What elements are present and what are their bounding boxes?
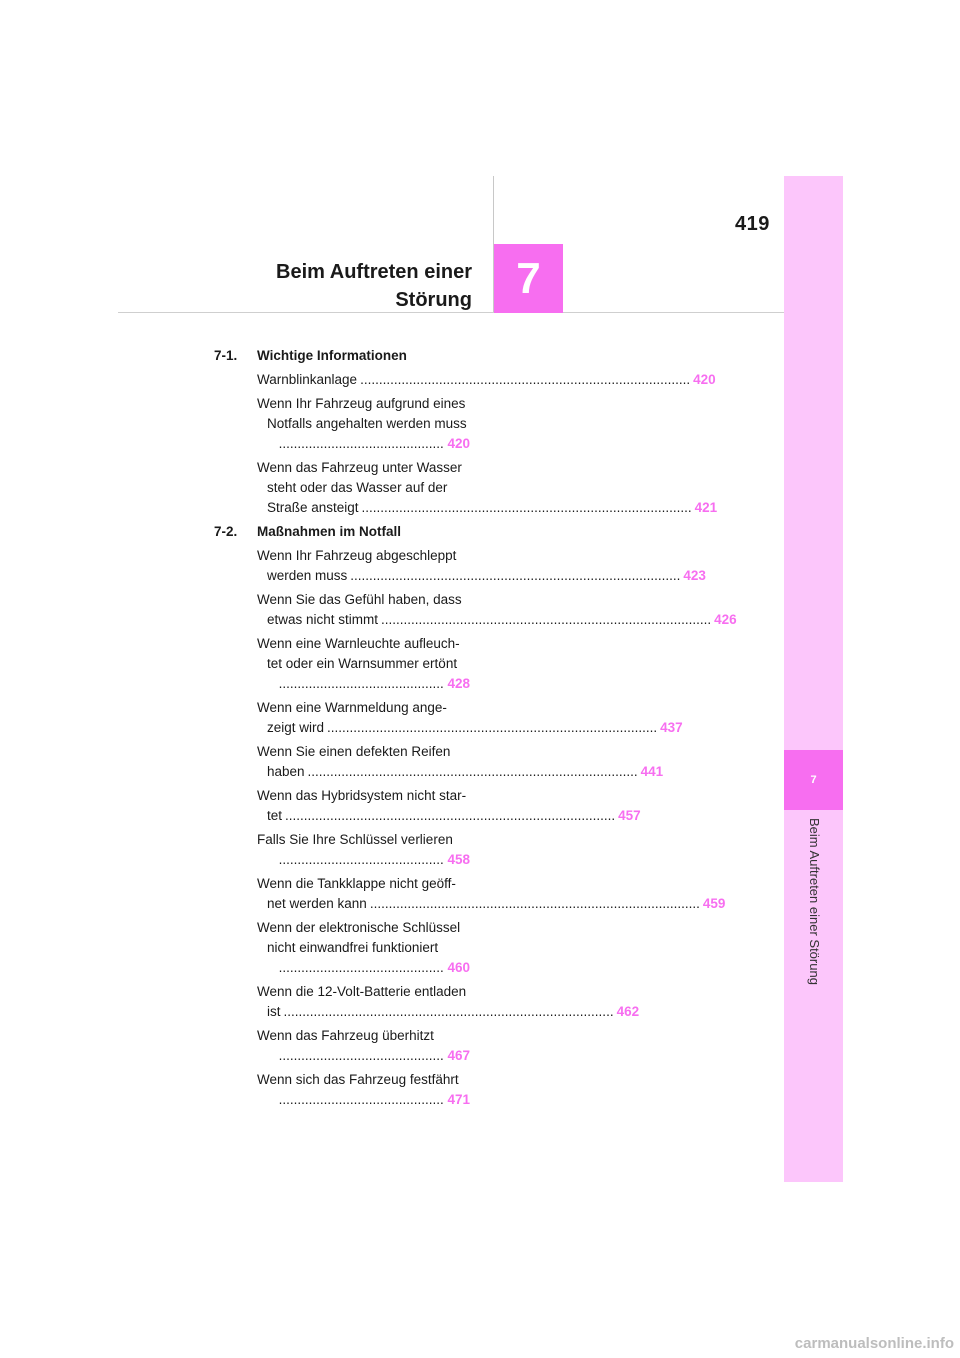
toc-entry-line: Wenn das Fahrzeug unter Wasser [257, 460, 462, 475]
toc-page-number[interactable]: 460 [447, 960, 470, 975]
toc-entry-line: nicht einwandfrei funktioniert [267, 940, 439, 955]
toc-entry-line: Falls Sie Ihre Schlüssel verlieren [257, 832, 453, 847]
watermark: carmanualsonline.info [794, 1335, 954, 1352]
toc-entry[interactable] [257, 590, 737, 630]
toc-entry[interactable] [257, 830, 470, 870]
toc-entry[interactable] [257, 394, 470, 454]
toc-entry[interactable] [257, 546, 706, 586]
toc-leader-line: ............................................ 458 [278, 852, 470, 867]
toc-leader-line: ............................................ 428 [278, 676, 470, 691]
toc-entry[interactable] [257, 634, 470, 694]
toc-entry-line: Wenn das Hybridsystem nicht star- [257, 788, 467, 803]
section-title: Maßnahmen im Notfall [257, 524, 402, 539]
toc-entry[interactable] [257, 918, 470, 978]
toc-entry-line: Wenn Sie einen defekten Reifen [257, 744, 451, 759]
toc-entry-line: Wenn die Tankklappe nicht geöff- [257, 876, 456, 891]
toc-page-number[interactable]: 437 [660, 720, 683, 735]
toc-leader-line: ............................................ 460 [278, 960, 470, 975]
toc-page-number[interactable]: 467 [447, 1048, 470, 1063]
toc-entry-line: Wenn die 12-Volt-Batterie entladen [257, 984, 467, 999]
chapter-number-badge: 7 [494, 244, 563, 313]
toc-entry-line: ist ........................................................................................ 462 [257, 1002, 470, 1022]
section-heading [214, 346, 470, 366]
side-thumb-tab [784, 176, 843, 1182]
toc-entry[interactable] [257, 458, 718, 518]
toc-entry[interactable] [257, 742, 664, 782]
toc-entry[interactable] [257, 1026, 470, 1066]
toc-entry[interactable] [257, 370, 716, 390]
toc-entry[interactable] [257, 698, 683, 738]
section-title: Wichtige Informationen [257, 348, 407, 363]
toc-page-number[interactable]: 457 [618, 808, 641, 823]
toc-page-number[interactable]: 426 [714, 612, 737, 627]
toc-entry-line: Wenn das Fahrzeug überhitzt [257, 1028, 434, 1043]
toc-entry-line: Wenn sich das Fahrzeug festfährt [257, 1072, 459, 1087]
toc-page-number[interactable]: 441 [640, 764, 664, 779]
page-number: 419 [735, 213, 770, 235]
toc-page-number[interactable]: 423 [683, 568, 706, 583]
table-of-contents [214, 346, 737, 1114]
toc-page-number[interactable]: 458 [447, 852, 470, 867]
toc-entry-line: Wenn eine Warnleuchte aufleuch- [257, 636, 460, 651]
toc-page-number[interactable]: 420 [693, 372, 716, 387]
side-tab-label: Beim Auftreten einer Störung [807, 818, 822, 985]
toc-entry-line: Wenn Ihr Fahrzeug aufgrund eines [257, 396, 466, 411]
toc-entry[interactable] [257, 786, 641, 826]
toc-entry-line: haben ........................................................................................ 441 [257, 762, 470, 782]
toc-entry-line: etwas nicht stimmt ........................................................................................ 426 [257, 610, 470, 630]
section-heading [214, 522, 470, 542]
toc-page-number[interactable]: 420 [447, 436, 470, 451]
toc-page-number[interactable]: 471 [447, 1092, 470, 1107]
toc-entry-line: net werden kann ........................................................................................ 459 [257, 894, 470, 914]
chapter-title-line2: Störung [395, 289, 472, 311]
toc-page-number[interactable]: 428 [447, 676, 470, 691]
toc-page-number[interactable]: 459 [702, 896, 726, 911]
section-number: 7-1. [214, 348, 238, 363]
toc-entry-line: werden muss ........................................................................................ 423 [257, 566, 470, 586]
toc-leader-line: ............................................ 467 [278, 1048, 470, 1063]
toc-leader-line: ............................................ 420 [278, 436, 470, 451]
toc-entry[interactable] [257, 1070, 470, 1110]
section-number: 7-2. [214, 524, 238, 539]
toc-entry-line: Straße ansteigt ........................................................................................ 421 [257, 498, 470, 518]
toc-entry-line: Wenn Sie das Gefühl haben, dass [257, 592, 462, 607]
toc-page-number[interactable]: 421 [694, 500, 718, 515]
toc-entry-line: Warnblinkanlage ........................................................................................ 420 [257, 370, 470, 390]
side-tab-chapter-number[interactable]: 7 [784, 750, 843, 810]
toc-entry-line: Notfalls angehalten werden muss [267, 416, 467, 431]
toc-entry-line: Wenn Ihr Fahrzeug abgeschleppt [257, 548, 457, 563]
chapter-title [276, 258, 472, 314]
toc-entry[interactable] [257, 874, 726, 914]
toc-entry-line: steht oder das Wasser auf der [267, 480, 448, 495]
toc-entry-line: Wenn eine Warnmeldung ange- [257, 700, 447, 715]
toc-entry-line: tet ........................................................................................ 457 [257, 806, 470, 826]
chapter-title-line1: Beim Auftreten einer [276, 261, 472, 283]
toc-page-number[interactable]: 462 [616, 1004, 640, 1019]
toc-entry-line: zeigt wird ........................................................................................ 437 [257, 718, 470, 738]
toc-entry-line: Wenn der elektronische Schlüssel [257, 920, 461, 935]
toc-entry-line: tet oder ein Warnsummer ertönt [267, 656, 458, 671]
toc-entry[interactable] [257, 982, 640, 1022]
toc-leader-line: ............................................ 471 [278, 1092, 470, 1107]
